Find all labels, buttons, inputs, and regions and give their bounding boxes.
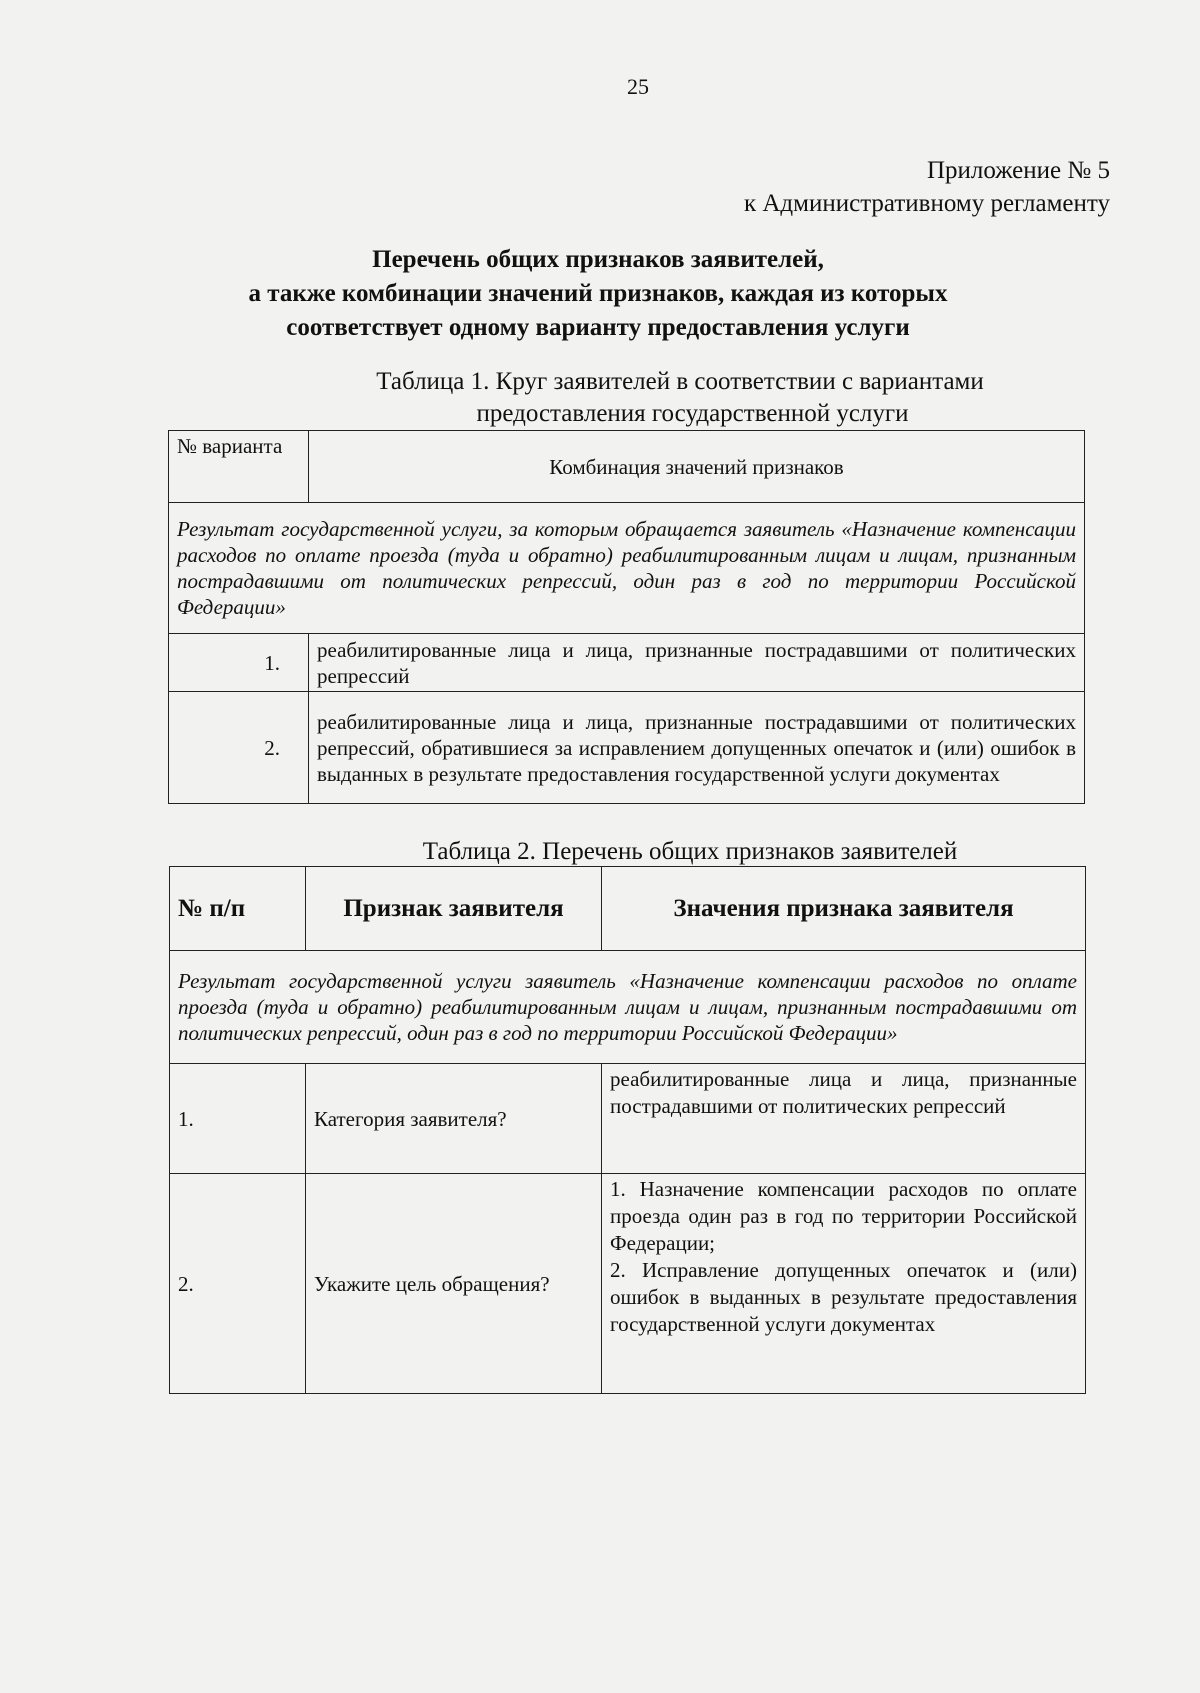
applicant-variants-table: [168, 430, 1085, 804]
table-result-row: [169, 503, 1085, 634]
table1-caption-line-2: предоставления государственной услуги: [476, 400, 909, 427]
attribute-value: 1. Назначение компенсации расходов по оплате проезда один раз в год по территории Российской Федерации;: [610, 1177, 1077, 1255]
table-header-row: [169, 431, 1085, 503]
attribute-question: Категория заявителя?: [306, 1064, 602, 1174]
appendix-number: Приложение № 5: [926, 157, 1110, 184]
page-number: 25: [627, 74, 649, 99]
table-row: [170, 1174, 1086, 1394]
header-attribute: Признак заявителя: [306, 867, 602, 951]
appendix-reference: к Административному регламенту: [743, 190, 1110, 217]
table1-caption-line-1: Таблица 1. Круг заявителей в соответствии с вариантами: [376, 368, 984, 395]
item-number: 1.: [170, 1064, 306, 1174]
title-line-1: Перечень общих признаков заявителей,: [372, 246, 824, 273]
document-title: [120, 243, 1076, 345]
table2-caption: Таблица 2. Перечень общих признаков заявителей: [422, 838, 958, 865]
variant-combination: реабилитированные лица и лица, признанные пострадавшими от политических репрессий: [309, 634, 1085, 692]
attribute-question: Укажите цель обращения?: [306, 1174, 602, 1394]
table-row: [169, 692, 1085, 804]
header-item-number: № п/п: [170, 867, 306, 951]
applicant-attributes-table: [169, 866, 1086, 1394]
attribute-values: [602, 1064, 1086, 1174]
variant-number: 1.: [169, 634, 309, 692]
table-header-row: [170, 867, 1086, 951]
item-number: 2.: [170, 1174, 306, 1394]
header-combination: Комбинация значений признаков: [309, 431, 1085, 503]
service-result-text: Результат государственной услуги заявитель «Назначение компенсации расходов по оплате проезда (туда и обратно) реабилитированным лицам и лицам, признанным пострадавшими от политических репрессий, один раз в год по территории Российской Федерации»: [170, 951, 1086, 1064]
header-attribute-values: Значения признака заявителя: [602, 867, 1086, 951]
attribute-value: 2. Исправление допущенных опечаток и (или) ошибок в выданных в результате предоставления государственной услуги документах: [610, 1258, 1077, 1336]
title-line-2: а также комбинации значений признаков, каждая из которых: [248, 280, 948, 307]
attribute-values: [602, 1174, 1086, 1394]
table1-caption: [320, 366, 1040, 430]
appendix-heading: [744, 154, 1110, 220]
variant-combination: реабилитированные лица и лица, признанные пострадавшими от политических репрессий, обратившиеся за исправлением допущенных опечаток и (или) ошибок в выданных в результате предоставления государственной услуги документах: [309, 692, 1085, 804]
table-result-row: [170, 951, 1086, 1064]
table-row: [170, 1064, 1086, 1174]
variant-number: 2.: [169, 692, 309, 804]
header-variant-number: № варианта: [169, 431, 309, 503]
attribute-value: реабилитированные лица и лица, признанные пострадавшими от политических репрессий: [610, 1067, 1077, 1118]
table-row: [169, 634, 1085, 692]
service-result-text: Результат государственной услуги, за которым обращается заявитель «Назначение компенсации расходов по оплате проезда (туда и обратно) реабилитированным лицам и лицам, признанным пострадавшими от политических репрессий, один раз в год по территории Российской Федерации»: [169, 503, 1085, 634]
title-line-3: соответствует одному варианту предоставления услуги: [286, 314, 910, 341]
